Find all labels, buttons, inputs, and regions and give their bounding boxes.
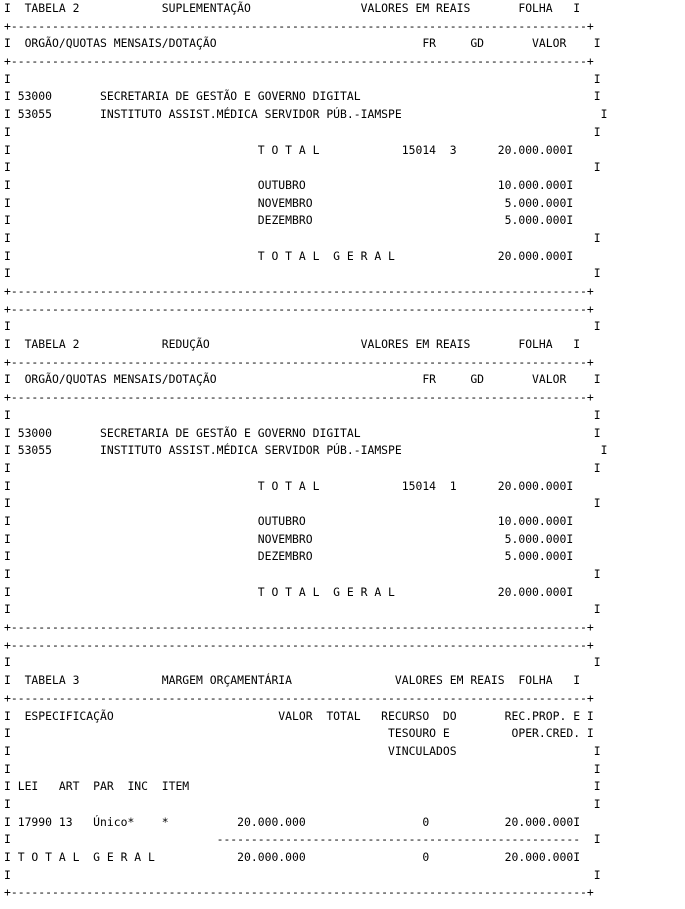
report-line: I VINCULADOS I <box>4 743 601 758</box>
report-line: I ESPECIFICAÇÃO VALOR TOTAL RECURSO DO REC.PROP. E I <box>4 708 594 723</box>
report-line: I TESOURO E OPER.CRED. I <box>4 726 594 741</box>
report-line: I OUTUBRO 10.000.000I <box>4 513 574 528</box>
report-line: +------------------------------------------------------------------------------------+ <box>4 354 594 369</box>
report-line: I I <box>4 567 601 581</box>
report-line: +------------------------------------------------------------------------------------+ <box>4 284 594 298</box>
report-line: I TABELA 2 SUPLEMENTAÇÃO VALORES EM REAIS FOLHA I <box>4 1 581 15</box>
report-line: +------------------------------------------------------------------------------------+ <box>4 637 594 652</box>
report-line: I T O T A L G E R A L 20.000.000I <box>4 584 574 599</box>
report-line: I T O T A L 15014 1 20.000.000I <box>4 478 574 493</box>
report-line: I DEZEMBRO 5.000.000I <box>4 213 574 228</box>
report-line: I 53055 INSTITUTO ASSIST.MÉDICA SERVIDOR PÚB.-IAMSPE I <box>4 443 608 458</box>
report-line: +------------------------------------------------------------------------------------+ <box>4 690 594 705</box>
report-line: I NOVEMBRO 5.000.000I <box>4 195 574 210</box>
report-line: I I <box>4 71 601 86</box>
report-line: I 53055 INSTITUTO ASSIST.MÉDICA SERVIDOR PÚB.-IAMSPE I <box>4 107 608 122</box>
report-line: I I <box>4 266 601 281</box>
report-line: I I <box>4 230 601 245</box>
report-line: I I <box>4 124 601 139</box>
report-line: I T O T A L G E R A L 20.000.000 0 20.000.000I <box>4 850 581 864</box>
report-line: I I <box>4 407 601 422</box>
report-line: I ORGÃO/QUOTAS MENSAIS/DOTAÇÃO FR GD VALOR I <box>4 372 601 387</box>
report-line: I DEZEMBRO 5.000.000I <box>4 549 574 564</box>
report-line: I 53000 SECRETARIA DE GESTÃO E GOVERNO DIGITAL I <box>4 425 601 440</box>
report-line: I I <box>4 602 601 617</box>
report-line: +------------------------------------------------------------------------------------+ <box>4 54 594 69</box>
report-line: I TABELA 3 MARGEM ORÇAMENTÁRIA VALORES EM REAIS FOLHA I <box>4 673 581 688</box>
report-line: I I <box>4 160 601 175</box>
report-line: I 53000 SECRETARIA DE GESTÃO E GOVERNO DIGITAL I <box>4 89 601 104</box>
report-line: +------------------------------------------------------------------------------------+ <box>4 301 594 316</box>
report-line: +------------------------------------------------------------------------------------+ <box>4 18 594 33</box>
report-line: I OUTUBRO 10.000.000I <box>4 177 574 192</box>
report-line: I I <box>4 867 601 882</box>
report-line: I ----------------------------------------------------- I <box>4 832 601 847</box>
report-line: I I <box>4 496 601 511</box>
report-line: I LEI ART PAR INC ITEM I <box>4 779 601 794</box>
report-line: I T O T A L 15014 3 20.000.000I <box>4 142 574 157</box>
report-line: I I <box>4 761 601 776</box>
report-line: I I <box>4 319 601 334</box>
report-line: I I <box>4 460 601 475</box>
report-line: I 17990 13 Único* * 20.000.000 0 20.000.000I <box>4 814 581 829</box>
report-line: I NOVEMBRO 5.000.000I <box>4 531 574 546</box>
report-line: I I <box>4 655 601 670</box>
report-line: +------------------------------------------------------------------------------------+ <box>4 390 594 405</box>
report-line: +------------------------------------------------------------------------------------+ <box>4 620 594 635</box>
report-line: I ORGÃO/QUOTAS MENSAIS/DOTAÇÃO FR GD VALOR I <box>4 36 601 51</box>
report-line: I I <box>4 796 601 811</box>
report-line: I TABELA 2 REDUÇÃO VALORES EM REAIS FOLHA I <box>4 337 581 352</box>
report-line: I T O T A L G E R A L 20.000.000I <box>4 248 574 263</box>
report-line: +------------------------------------------------------------------------------------+ <box>4 885 594 900</box>
